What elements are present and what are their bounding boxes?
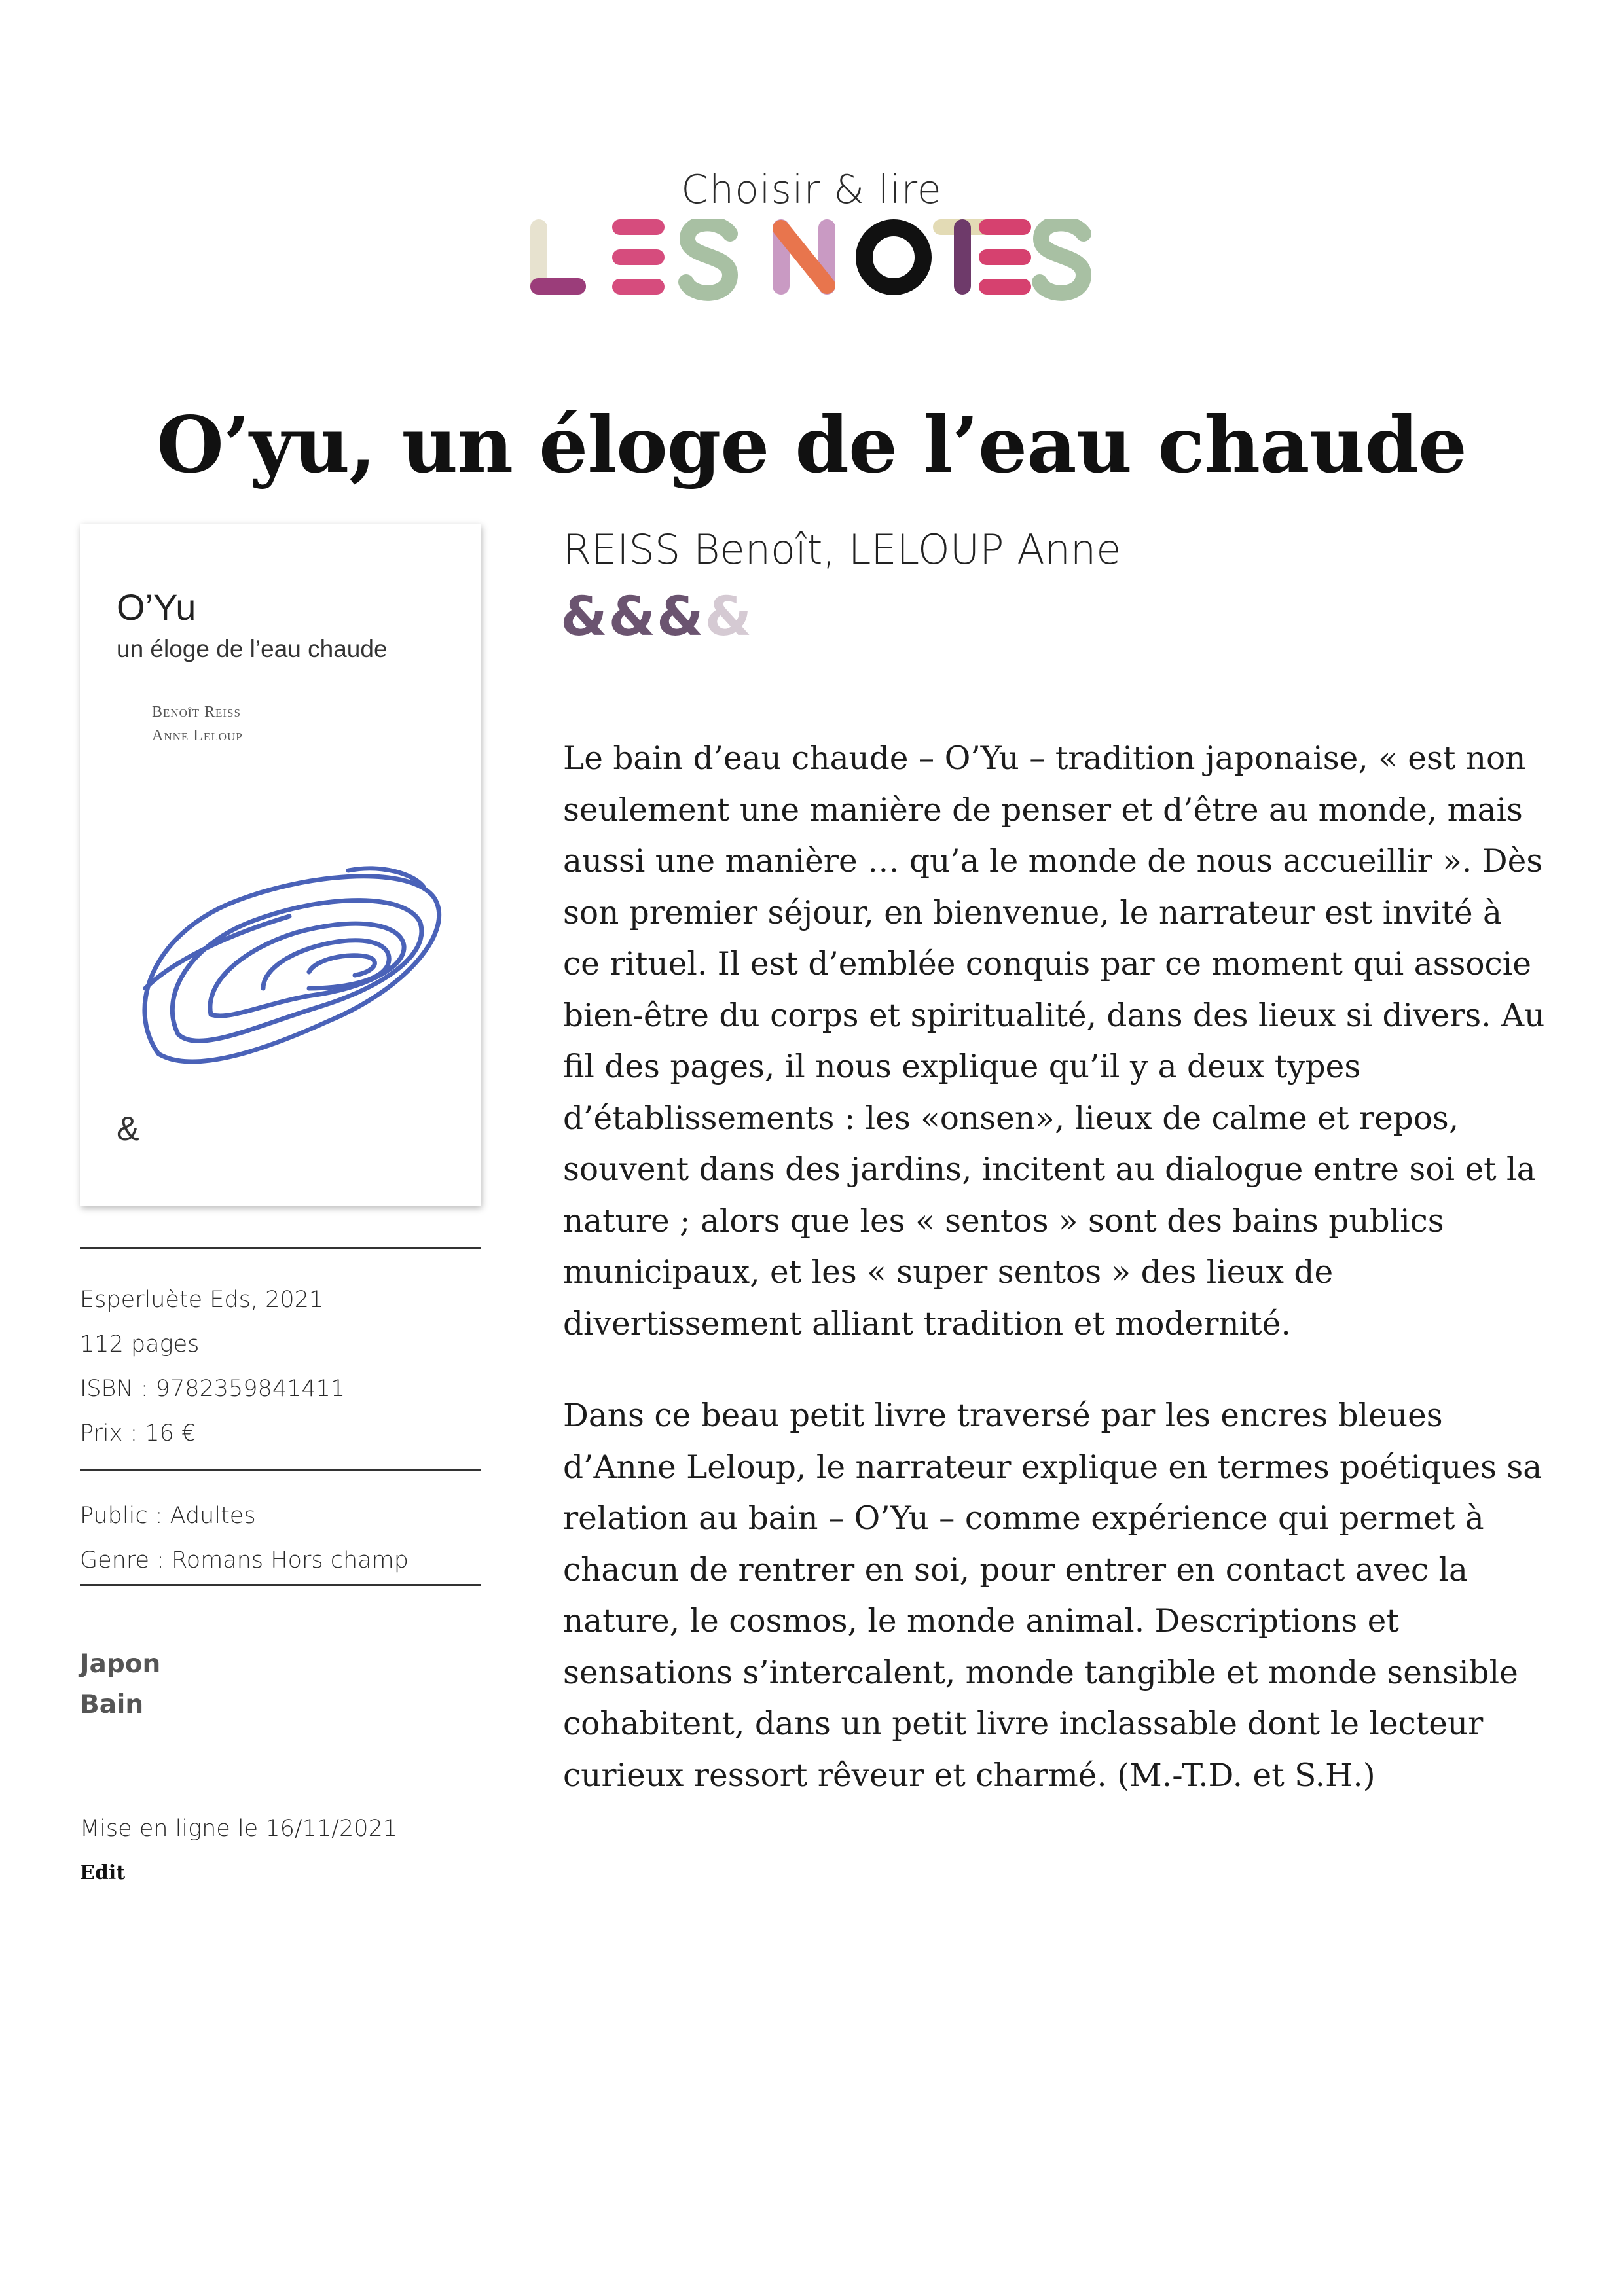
divider [80,1469,481,1471]
rating-mark-filled: & [657,586,705,648]
edit-container [80,1859,481,1885]
masthead [0,167,1623,213]
review-paragraph: Le bain d’eau chaude – O’Yu – tradition japonaise, « est non seulement une manière de penser et d’être au monde, mais aussi une manière … qu’a le monde de nous accueillir ». Dès son premier séjour, en bienvenue, le narrateur est invité à ce rituel. Il est d’emblée conquis par ce moment qui associe bien-être du corps et spiritualité, dans des lieux si divers. Au fil des pages, il nous explique qu’il y a deux types d’établissements : les «onsen», lieux de calme et repos, souvent dans des jardins, incitent au dialogue entre soi et la nature ; alors que les « sentos » sont des bains publics municipaux, et les « super sentos » des lieux de divertissement alliant tradition et modernité. [563,740,1545,1342]
page-title: O’yu, un éloge de l’eau chaude [156,399,1467,490]
tag-link[interactable]: Bain [80,1690,144,1719]
cover-authors [152,700,243,747]
isbn: ISBN : 9782359841411 [80,1376,346,1402]
review-paragraph: Dans ce beau petit livre traversé par les encres bleues d’Anne Leloup, le narrateur explique en termes poétiques sa relation au bain – O’Yu – comme expérience qui permet à chacun de rentrer en soi, pour entrer en contact avec la nature, le cosmos, le monde animal. Descriptions et sensations s’intercalent, monde tangible et monde sensible cohabitent, dans un petit livre inclassable dont le lecteur curieux ressort rêveur et charmé. (M.-T.D. et S.H.) [563,1397,1542,1794]
cover-author: Benoît Reiss [152,704,241,721]
ink-swirl-icon [132,857,447,1080]
rating-mark-filled: & [560,586,609,648]
cover-subtitle: un éloge de l’eau chaude [117,636,388,662]
rating-mark-filled: & [608,586,657,648]
page-count: 112 pages [80,1331,200,1357]
site-logo[interactable] [0,219,1623,304]
posted-date [80,1806,481,1851]
book-cover[interactable] [80,524,481,1206]
edit-link[interactable]: Edit [80,1861,126,1884]
posted-date-text: Mise en ligne le 16/11/2021 [80,1816,398,1842]
book-details [80,1278,481,1456]
genre: Genre : Romans Hors champ [80,1547,409,1573]
cover-publisher-mark: & [117,1110,139,1148]
review-body [563,733,1545,1842]
rating [560,586,753,649]
tag-link[interactable]: Japon [80,1649,161,1679]
cover-author: Anne Leloup [152,727,243,744]
public: Public : Adultes [80,1503,256,1529]
divider [80,1584,481,1586]
price: Prix : 16 € [80,1420,196,1446]
logo-letters-icon [530,219,1093,304]
publisher: Esperluète Eds, 2021 [80,1287,324,1313]
book-authors: REISS Benoît, LELOUP Anne [563,526,1122,573]
tag-list [80,1644,481,1725]
tagline: Choisir & lire [681,167,942,213]
cover-title: O’Yu [117,586,196,628]
rating-mark-empty: & [704,586,754,648]
rating-marks [560,586,753,648]
divider [80,1247,481,1249]
audience-details [80,1494,481,1583]
